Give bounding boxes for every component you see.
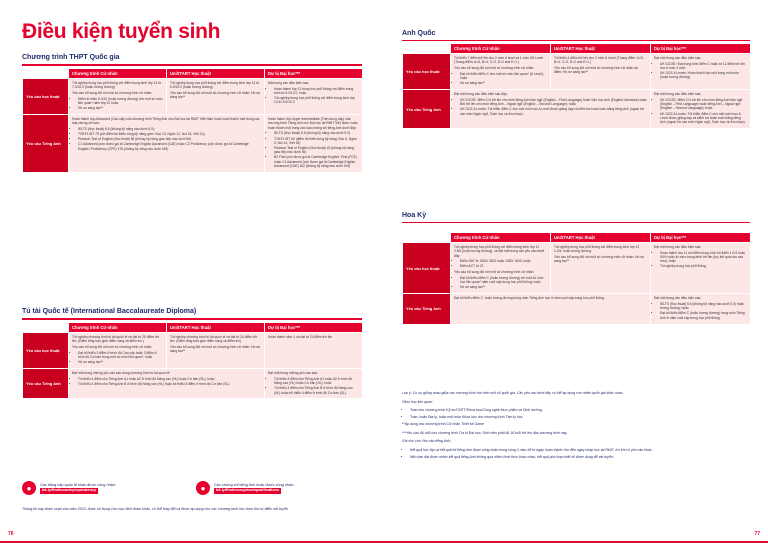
us-table bbox=[402, 232, 751, 325]
cell-text: Tốt nghiệp trung học phổ thông với điểm trung bình lớp 12 1.0/4, hoặc tương đương. bbox=[554, 245, 640, 254]
table-header-blank bbox=[403, 44, 451, 54]
cell-text: Tốt nghiệp trung học phổ thông với điểm trung bình lớp 12 từ 6.0/10.0 (hoặc tương đương) bbox=[170, 81, 260, 90]
cell-text: Yêu cầu bổ sung đối với một số chương trình cử nhân: Hồ sơ sáng tạo** bbox=[170, 345, 261, 354]
table-cell bbox=[167, 79, 265, 115]
table-cell bbox=[651, 54, 751, 90]
note-bullet: • Toán, hoặc Địa lý, hoặc một môn Khoa học cho chương trình Tâm lý học bbox=[410, 414, 750, 420]
cell-bullet: • Hồ sơ sáng tạo** bbox=[78, 106, 163, 110]
table-header-row bbox=[23, 323, 363, 333]
table-cell bbox=[551, 54, 651, 90]
cell-bullet: • Hồ sơ sáng tạo** bbox=[460, 285, 547, 289]
ib-table bbox=[22, 322, 363, 399]
cell-text: Yêu cầu bổ sung đối với một số chương trình cử nhân: bbox=[454, 270, 535, 275]
table-header-blank bbox=[23, 323, 69, 333]
cell-bullet: • IELTS (Học thuật) 5.5 (không kỹ năng nào dưới 5.0) hoặc tương đương; hoặc bbox=[660, 302, 747, 311]
table-cell bbox=[265, 115, 363, 173]
cell-bullet: • IELTS (Học thuật) 5.5 (không kỹ năng nào dưới 5.0) bbox=[274, 131, 359, 135]
cell-bullet: • Điểm SAT từ 1500/ 2400 hoặc 1060/ 1600; hoặc bbox=[460, 259, 547, 263]
globe-icon: ● bbox=[22, 481, 36, 495]
table-row bbox=[403, 294, 751, 324]
cell-bullet: • Điểm từ thấu 6.0/10 (hoặc tương đương) cho một số môn liên quan* năm lớp 12 hoặc bbox=[78, 97, 163, 106]
row-label: Yêu cầu Tiếng Anh bbox=[23, 369, 69, 399]
cell-bullet: • Tốt nghiệp trung học phổ thông bbox=[660, 264, 747, 268]
note-bullet: • Nếu bạn đạt được nhiều kết quả tiếng Anh không qua nhiều hình thức khác nhau, kết quả phù hợp nhất sẽ được dùng để xét tuyển. bbox=[410, 454, 750, 460]
table-row bbox=[403, 243, 751, 294]
cell-bullet: • UK IGCSE: điểm C/4 trở lên cho môn tiếng Anh bản ngữ (English – First Language) hoặc tiếng Anh – Ngoại ngữ (English – Second Language); hoặc bbox=[660, 98, 747, 111]
row-label: Yêu cầu Tiếng Anh bbox=[23, 115, 69, 173]
cell-text: Đạt một trong những yêu cầu sau trong chương trình tú tài quốc tế: bbox=[72, 371, 171, 376]
table-cell bbox=[69, 79, 167, 115]
cell-bullet: • Pearson Test of English (Học thuật) 58 (không kỹ năng giao tiếp nào dưới 50) bbox=[78, 137, 261, 141]
link-block bbox=[40, 483, 116, 494]
table-cell bbox=[451, 243, 551, 294]
cell-bullet: • Tối thiểu 4 điểm cho Tiếng Anh A1 hoặc A2 ở trình độ Nâng cao (HL) hoặc Cơ bản (SL); hoặc bbox=[78, 377, 261, 381]
cell-text: Yêu cầu bổ sung đối với một số chương trình cử nhân: bbox=[454, 66, 535, 71]
table-header: UniSTART Học thuật bbox=[551, 44, 651, 54]
table-row bbox=[403, 90, 751, 129]
cell-text: Yêu cầu bổ sung đối với một số chương trình cử nhân: bbox=[72, 91, 153, 96]
cell-text: Yêu cầu bổ sung đối với một số chương trình cử nhân dự điểm: Hồ sơ sáng tạo** bbox=[554, 66, 639, 75]
cell-bullet: • UK GCE A Levels: Hoàn thành lớp một trong một môn (hoặc tương đương) bbox=[660, 71, 747, 80]
section-heading-ib: Tú tài Quốc tế (International Baccalaureate Diploma) bbox=[22, 308, 197, 315]
cell-text: Tốt nghiệp chương trình tú tài quốc tế và đạt từ 25 điểm trở lên. (Điểm tổng bao gồm điểm cộng và điểm trừ.) bbox=[72, 335, 159, 344]
cell-text: Đạt một trong các điều kiện sau: bbox=[654, 92, 702, 97]
page-number: 76 bbox=[8, 531, 14, 537]
section-rule bbox=[22, 318, 362, 320]
cell-bullet: • Hoàn thành lớp 11 trung học phổ thông với điểm trung bình từ 6.0/10.0; hoặc bbox=[274, 87, 359, 96]
row-label: Yêu cầu học thuật bbox=[403, 243, 451, 294]
table-cell bbox=[265, 79, 363, 115]
table-header: Chương trình Cử nhân bbox=[69, 69, 167, 79]
cell-bullet: • UK GCE A Levels: Tối thiểu điểm C cho một môn học A Level được giảng dạy và kiểm tra hoàn toàn bằng tiếng Anh (ngoại trừ các môn Ngôn ngữ, Toán học và Âm nhạc). bbox=[460, 107, 647, 116]
cell-text: Tốt nghiệp trung học phổ thông với điểm trung bình lớp 12 2.5/4 (hoặc tương đương), và đạt một trong các yêu cầu dưới đây: bbox=[454, 245, 545, 258]
cell-bullet: • TOEFL iBT 60 (điểm tối thiểu từng kỹ năng: Đọc 5, Nghe 5, Nói 14, Viết 15) bbox=[274, 137, 359, 146]
table-row bbox=[23, 333, 363, 369]
cell-text: Tối thiểu 7 điểm trở lên cho 2 môn A level và 1 môn AS Level (Thang điểm: A=5, B=4, C=3, D=2 and E=1.) bbox=[454, 56, 544, 65]
table-header: UniSTART Học thuật bbox=[167, 69, 265, 79]
globe-icon: ● bbox=[196, 481, 210, 495]
table-cell bbox=[69, 333, 167, 369]
row-label: Yêu cầu Tiếng Anh bbox=[403, 90, 451, 129]
table-header-row bbox=[23, 69, 363, 79]
cell-bullet: • Hồ sơ sáng tạo** bbox=[78, 360, 163, 364]
cell-text: Tốt nghiệp chương trình tú tài quốc tế và đạt từ 24 điểm trở lên. (Điểm tổng bao gồm điểm cộng và điểm trừ) bbox=[170, 335, 257, 344]
row-label: Yêu cầu học thuật bbox=[23, 333, 69, 369]
cell-text: Một trong các điều kiện sau: bbox=[268, 81, 310, 85]
section-heading-uk: Anh Quốc bbox=[402, 30, 436, 37]
table-header: UniSTART Học thuật bbox=[551, 233, 651, 243]
table-cell bbox=[551, 243, 651, 294]
table-header: Chương trình Cử nhân bbox=[451, 44, 551, 54]
table-header: Dự bị Đại học*** bbox=[265, 323, 363, 333]
cell-bullet: • UK IGCSE: điểm C/4 trở lên cho môn tiếng Anh bản ngữ (English – First Language) hoặc Văn học Anh (English Literature) hoặc B/6 trở lên cho môn tiếng Anh – Ngoại ngữ (English – Second Language); hoặc bbox=[460, 98, 647, 107]
cell-text: Tối thiểu 4 điểm trở lên cho 2 môn A Level (Thang điểm: A=5, B=4, C=3, D=2 and E=1.) bbox=[554, 56, 644, 65]
table-header: Dự bị Đại học*** bbox=[651, 44, 751, 54]
cell-text: Đạt một trong các điều kiện sau: bbox=[654, 296, 702, 301]
cell-bullet: • Tối thiểu 3 điểm cho Tiếng Anh B ở trình độ Nâng cao (HL) hoặc tối thiểu 4 điểm ở trình độ Cơ bản (SL) bbox=[274, 386, 359, 395]
table-header: UniSTART Học thuật bbox=[167, 323, 265, 333]
table-header: Dự bị Đại học*** bbox=[651, 233, 751, 243]
table-header-row bbox=[403, 233, 751, 243]
note-text: Lưu ý: Có sự giống nhau giữa các chương trình học trên một số quốc gia. Các yêu cầu dưới đây có thể áp dụng cho nhiều quốc gia khác nhau. bbox=[402, 391, 624, 395]
footnote: Thông tin này được soạn vào năm 2023, được sử dụng cho mục đích tham khảo, có thể thay đổi và được áp dụng cho các chương trình học theo thứ tự điểm xét tuyển. bbox=[22, 507, 289, 511]
table-cell bbox=[69, 369, 265, 399]
cell-text: Hoàn thành lớp Upper Intermediate (Trên trung cấp) của chương trình Tiếng Anh cho Đại học tại RMIT Việt Nam, hoặc hoàn thành một trong các loại chứng chỉ tiếng Anh dưới đây: bbox=[268, 117, 358, 130]
cell-bullet: • Đạt tối thiểu 3 điểm ở trình độ Cao cấp hoặc 3 điểm ở trình độ Cơ bản trong một số môn liên quan*; hoặc bbox=[78, 351, 163, 360]
table-header: Chương trình Cử nhân bbox=[451, 233, 551, 243]
table-cell bbox=[69, 115, 265, 173]
page-title: Điều kiện tuyển sinh bbox=[22, 20, 221, 43]
section-heading-thpt: Chương trình THPT Quốc gia bbox=[22, 54, 120, 61]
notes bbox=[402, 390, 750, 461]
table-row bbox=[403, 54, 751, 90]
cell-bullet: • Hồ sơ sáng tạo** bbox=[460, 81, 547, 85]
link-english-qualifications[interactable] bbox=[196, 481, 294, 495]
table-header-blank bbox=[23, 69, 69, 79]
note-bullet: • Kết quả học tập và kết quả thi tiếng Anh được công nhận trong vòng 2 năm kể từ ngày hoàn thành cho đến ngày nhập học tại RMIT, trừ khi có yêu cầu khác. bbox=[410, 447, 750, 453]
cell-bullet: • Hoàn thành lớp 11 với điểm trung bình tối thiểu 1.0/4 hoặc 50% hoặc từ mức trung bình trở lên (tuỳ kết quả nào cao hơn); hoặc bbox=[660, 251, 747, 264]
table-cell bbox=[651, 294, 751, 324]
link-label: Các bằng cấp quốc tế khác được công nhận: bbox=[40, 482, 116, 487]
table-row bbox=[23, 369, 363, 399]
section-rule bbox=[22, 64, 362, 66]
cell-text: Đạt một trong các điều kiện sau đây: bbox=[454, 92, 508, 97]
page-number: 77 bbox=[754, 531, 760, 537]
cell-bullet: • Điểm ACT từ 21 bbox=[460, 264, 547, 268]
cell-bullet: • UK IGCSE: Đạt trung bình điểm C hoặc từ 12 điểm trở lên cho 6 môn 3 môn bbox=[660, 62, 747, 71]
table-row bbox=[23, 79, 363, 115]
row-label: Yêu cầu học thuật bbox=[403, 54, 451, 90]
table-cell bbox=[651, 90, 751, 129]
cell-bullet: • Pearson Test of English (Học thuật) 42 (không kỹ năng giao tiếp nào dưới 36) bbox=[274, 146, 359, 155]
cell-text: Hoàn thành lớp Advanced (Cao cấp) của chương trình Tiếng Anh cho Đại học tại RMIT Việt Nam hoặc hoàn thành một trong các loại chứng chỉ sau: bbox=[72, 117, 260, 126]
note-text: ***Yêu cầu độ tuổi cho chương trình Dự bị Đại học: Sinh viên phải đủ 16 tuổi trở lên đầu chương trình này. bbox=[402, 430, 568, 435]
right-page bbox=[384, 0, 768, 543]
cell-text: Tốt nghiệp trung học phổ thông với điểm trung bình lớp 12 từ 7.0/10.0 (hoặc tương đương) bbox=[72, 81, 162, 90]
link-equivalency[interactable] bbox=[22, 481, 116, 495]
cell-text: Hoàn thành năm 1 và đạt từ 24 điểm trở lên. bbox=[268, 335, 334, 339]
cell-bullet: • Đạt tối thiểu điểm C cho một số môn liên quan* (A Level); hoặc bbox=[460, 72, 547, 81]
note-text: Ghi chú cho Yêu cầu tiếng Anh: bbox=[402, 439, 452, 443]
note-text: **Áp dụng cho chương trình Cử nhân Thiết kế Game bbox=[402, 422, 485, 426]
link-url[interactable]: bit.ly/Rmitrecognisedqualifications bbox=[216, 488, 280, 492]
cell-text: Đạt tối thiểu điểm C, hoặc tương đương trong môn Tiếng Anh học ở năm cuối cấp trung học phổ thông. bbox=[454, 296, 605, 301]
table-header: Dự bị Đại học*** bbox=[265, 69, 363, 79]
link-label: Các chứng chỉ tiếng Anh khác được công nhận: bbox=[214, 482, 295, 487]
cell-bullet: • Đạt tối thiểu điểm C (hoặc tương đương) với một số môn học liên quan* năm cuối cấp trung học phổ thông; hoặc bbox=[460, 276, 547, 285]
section-heading-us: Hoa Kỳ bbox=[402, 212, 427, 219]
cell-text: Yêu cầu bổ sung đối với một số chương trình cử nhân: Hồ sơ sáng tạo** bbox=[554, 255, 645, 264]
row-label: Yêu cầu học thuật bbox=[23, 79, 69, 115]
table-header-blank bbox=[403, 233, 451, 243]
cell-bullet: • TOEFL iBT 79 (với điểm tối thiểu từng kỹ năng gồm: Đọc 13, Nghe 12, Nói 18, Viết 21); bbox=[78, 132, 261, 136]
note-text: *Môn học liên quan: bbox=[402, 399, 433, 404]
cell-bullet: • C1 Advanced (còn được gọi là Cambridge English Advanced (CAE) hoặc C2 Proficiency (còn được gọi là Cambridge English: Proficiency (CPE) 176 (không kỹ năng nào dưới 169) bbox=[78, 142, 261, 151]
table-cell bbox=[651, 243, 751, 294]
cell-text: Đạt một trong các điều kiện sau: bbox=[654, 56, 702, 60]
cell-text: Yêu cầu bổ sung đối với một số chương trình cử nhân: Hồ sơ sáng tạo** bbox=[170, 91, 261, 100]
cell-bullet: • UK GCE A Levels: Tối thiểu điểm C cho một môn học A Level được giảng dạy và kiểm tra hoàn toàn bằng tiếng Anh (ngoại trừ các môn Ngôn ngữ, Toán học và Âm nhạc). bbox=[660, 112, 747, 125]
table-cell bbox=[451, 54, 551, 90]
cell-bullet: • IELTS (Học thuật) 6.5 (không kỹ năng nào dưới 6.0); bbox=[78, 127, 261, 131]
cell-bullet: • Tốt nghiệp trung học phổ thông với điểm trung bình lớp 12 từ 5.0/10.0 bbox=[274, 96, 359, 105]
cell-text: Đạt một trong các điều kiện sau: bbox=[654, 245, 702, 249]
uk-table bbox=[402, 43, 751, 129]
cell-bullet: • B2 First (còn được gọi là Cambridge English: First (FCE) hoặc C1 Advanced (còn được gọi là Cambridge English Advanced (CAE) 162 (không kỹ năng nào dưới 154) bbox=[274, 155, 359, 168]
cell-bullet: • Tối thiểu 4 điểm cho Tiếng Anh B ở trình độ Nâng cao (HL) hoặc tối thiểu 5 điểm ở trình độ Cơ bản (SL) bbox=[78, 382, 261, 386]
note-bullet: • Toán cho chương trình Kỹ sư/CNTT/Khoa học/Công nghệ thực phẩm và Dinh dưỡng. bbox=[410, 407, 750, 413]
table-cell bbox=[167, 333, 265, 369]
cell-text: Đạt một trong những yêu cầu sau: bbox=[268, 371, 319, 376]
link-url[interactable]: bit.ly/Rmitcountryequivalency bbox=[42, 488, 97, 492]
table-header: Chương trình Cử nhân bbox=[69, 323, 167, 333]
section-rule bbox=[402, 222, 750, 223]
row-label: Yêu cầu Tiếng Anh bbox=[403, 294, 451, 324]
cell-bullet: • Tối thiểu 3 điểm cho Tiếng Anh A1 hoặc A2 ở trình độ Nâng cao (HL) hoặc Cơ bản (SL); hoặc bbox=[274, 377, 359, 386]
link-block bbox=[214, 483, 294, 494]
table-row bbox=[23, 115, 363, 173]
section-rule bbox=[402, 40, 750, 41]
table-cell bbox=[265, 333, 363, 369]
table-header-row bbox=[403, 44, 751, 54]
table-cell bbox=[265, 369, 363, 399]
cell-text: Yêu cầu bổ sung đối với một số chương trình cử nhân: bbox=[72, 345, 153, 350]
cell-bullet: • Đạt tối thiểu điểm C (hoặc tương đương) trong môn Tiếng Anh ở năm cuối cấp trung học phổ thông bbox=[660, 311, 747, 320]
table-cell bbox=[451, 90, 651, 129]
table-cell bbox=[451, 294, 651, 324]
thpt-table bbox=[22, 68, 363, 173]
